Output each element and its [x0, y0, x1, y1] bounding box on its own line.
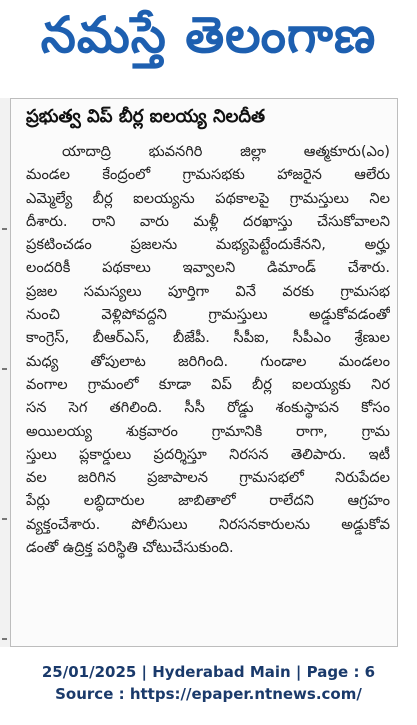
article-line: పేర్లు లబ్ధిదారుల జాబితాలో రాలేదని ఆగ్రహం	[26, 492, 390, 510]
adjacent-column-edge	[0, 98, 10, 647]
article-line: యాదాద్రి భువనగిరి జిల్లా ఆత్మకూరు(ఎం)	[62, 143, 390, 160]
article-line: నుంచి వెళ్లిపోవద్దని గ్రామస్తులు అడ్డుకోవడంతో	[26, 306, 390, 324]
footer	[0, 661, 417, 705]
article-line: ప్రజల సమస్యలు పూర్తిగా వినే వరకు గ్రామసభ	[26, 282, 390, 300]
article-line: ఎమ్మెల్యే బీర్ల ఐలయ్యను పథకాలపై గ్రామస్తులు నిల	[26, 189, 390, 207]
article-line: లందరికీ పథకాలు ఇవ్వాలని డిమాండ్ చేశారు.	[26, 259, 390, 277]
article-line: మధ్య తోపులాట జరిగింది. గుండాల మండలం	[26, 352, 390, 370]
article-line: వంగాల గ్రామంలో కూడా విప్ బీర్ల ఐలయ్యకు నిర	[26, 375, 390, 393]
article-line: అయిలయ్య శుక్రవారం గ్రామానికి రాగా, గ్రామ	[26, 422, 390, 440]
masthead	[0, 0, 417, 82]
newspaper-title: నమస్తే తెలంగాణ	[40, 5, 377, 64]
column-mark	[2, 638, 7, 640]
article-body	[26, 140, 390, 559]
article-headline: ప్రభుత్వ విప్ బీర్ల ఐలయ్య నిలదీత	[26, 106, 266, 127]
article-line: వల జరిగిన ప్రజాపాలన గ్రామసభలో నిరుపేదల	[26, 469, 390, 487]
article-line: సన సెగ తగిలింది. సీసీ రోడ్డు శంకుస్థాపన కోసం	[26, 399, 390, 417]
column-mark	[2, 228, 7, 230]
article-line: వ్యక్తంచేశారు. పోలీసులు నిరసనకారులను అడ్డుకోవ	[26, 515, 390, 533]
article-line: దీశారు. రాని వారు మళ్లీ దరఖాస్తు చేసుకోవాలని	[26, 212, 390, 230]
article-line: డంతో ఉద్రిక్త పరిస్థితి చోటుచేసుకుంది.	[26, 539, 234, 557]
article-line: కాంగ్రెస్, బీఆర్ఎస్, బీజేపీ. సీపీఐ, సీపీఎం శ్రేణుల	[26, 329, 390, 347]
source-link[interactable]: Source : https://epaper.ntnews.com/	[55, 685, 362, 703]
column-mark	[2, 368, 7, 370]
edition-info: 25/01/2025 | Hyderabad Main | Page : 6	[41, 663, 376, 681]
article-line: స్తులు ప్లకార్డులు ప్రదర్శిస్తూ నిరసన తెలిపారు. ఇటీ	[26, 445, 390, 463]
column-mark	[2, 518, 7, 520]
article-line: ప్రకటించడం ప్రజలను మభ్యపెట్టేందుకేనని, అర్హు	[26, 236, 390, 254]
article-line: మండల కేంద్రంలో గ్రామసభకు హాజరైన ఆలేరు	[26, 166, 390, 184]
